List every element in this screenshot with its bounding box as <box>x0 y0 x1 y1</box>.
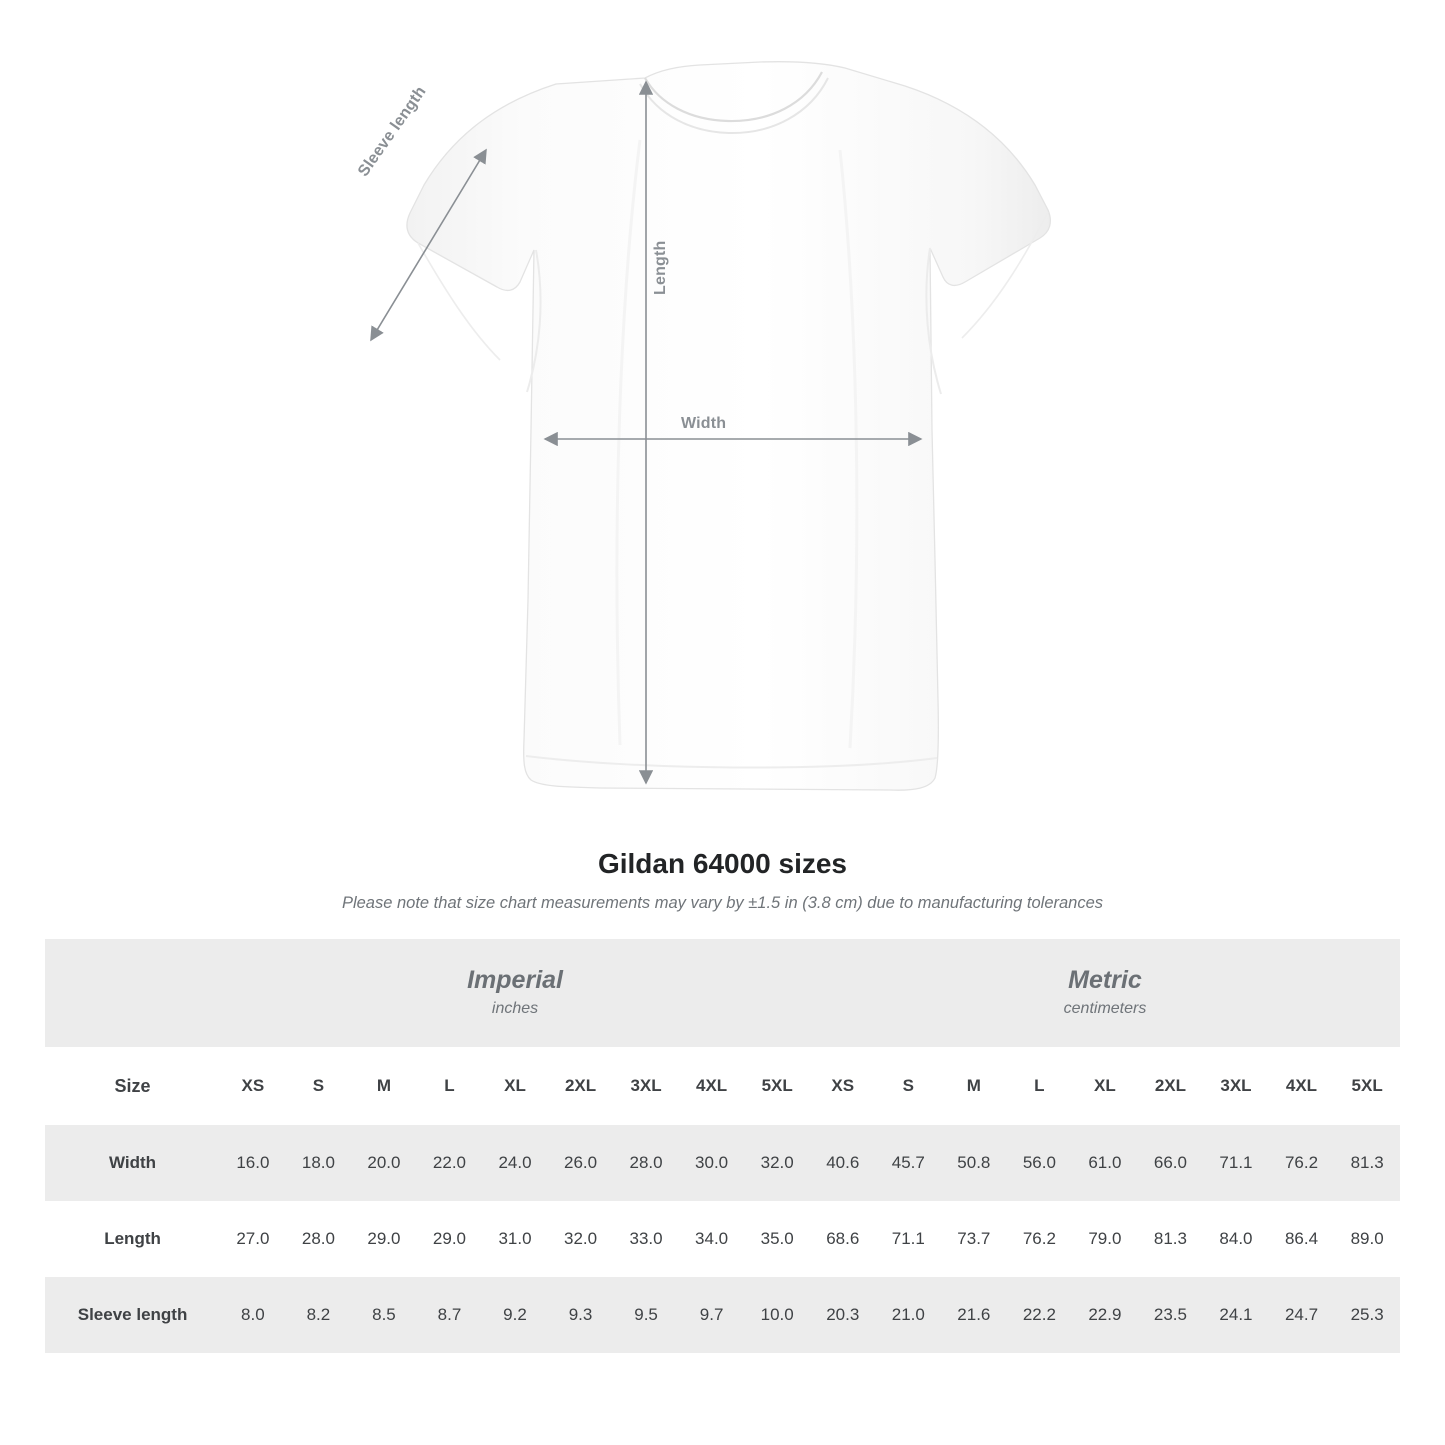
column-header: L <box>1007 1047 1073 1125</box>
table-row <box>45 1201 1400 1277</box>
cell: 61.0 <box>1072 1125 1138 1201</box>
column-header: 3XL <box>613 1047 679 1125</box>
column-header: 4XL <box>679 1047 745 1125</box>
column-header: S <box>876 1047 942 1125</box>
column-header: 2XL <box>1138 1047 1204 1125</box>
cell: 81.3 <box>1138 1201 1204 1277</box>
cell: 32.0 <box>548 1201 614 1277</box>
cell: 76.2 <box>1269 1125 1335 1201</box>
cell: 8.7 <box>417 1277 483 1353</box>
cell: 27.0 <box>220 1201 286 1277</box>
cell: 9.5 <box>613 1277 679 1353</box>
cell: 35.0 <box>744 1201 810 1277</box>
cell: 22.2 <box>1007 1277 1073 1353</box>
cell: 24.0 <box>482 1125 548 1201</box>
cell: 20.3 <box>810 1277 876 1353</box>
column-header: S <box>286 1047 352 1125</box>
cell: 10.0 <box>744 1277 810 1353</box>
cell: 73.7 <box>941 1201 1007 1277</box>
cell: 21.6 <box>941 1277 1007 1353</box>
cell: 9.2 <box>482 1277 548 1353</box>
table-row <box>45 1125 1400 1201</box>
length-label: Length <box>652 240 669 295</box>
column-header: XS <box>810 1047 876 1125</box>
size-header-row <box>45 1047 1400 1125</box>
cell: 29.0 <box>417 1201 483 1277</box>
size-row-header: Size <box>45 1047 220 1125</box>
metric-unit-name: Metric <box>1068 965 1142 994</box>
column-header: 3XL <box>1203 1047 1269 1125</box>
row-label: Sleeve length <box>45 1277 220 1353</box>
cell: 76.2 <box>1007 1201 1073 1277</box>
column-header: M <box>941 1047 1007 1125</box>
cell: 25.3 <box>1334 1277 1400 1353</box>
column-header: XL <box>482 1047 548 1125</box>
cell: 31.0 <box>482 1201 548 1277</box>
cell: 86.4 <box>1269 1201 1335 1277</box>
imperial-unit-name: Imperial <box>467 965 563 994</box>
column-header: 5XL <box>1334 1047 1400 1125</box>
table-row <box>45 1277 1400 1353</box>
metric-unit-cell <box>810 939 1400 1047</box>
cell: 66.0 <box>1138 1125 1204 1201</box>
cell: 32.0 <box>744 1125 810 1201</box>
column-header: 2XL <box>548 1047 614 1125</box>
cell: 28.0 <box>613 1125 679 1201</box>
cell: 45.7 <box>876 1125 942 1201</box>
cell: 22.0 <box>417 1125 483 1201</box>
cell: 18.0 <box>286 1125 352 1201</box>
cell: 33.0 <box>613 1201 679 1277</box>
cell: 56.0 <box>1007 1125 1073 1201</box>
cell: 8.0 <box>220 1277 286 1353</box>
cell: 26.0 <box>548 1125 614 1201</box>
size-chart-table <box>45 939 1400 1353</box>
cell: 71.1 <box>876 1201 942 1277</box>
cell: 24.7 <box>1269 1277 1335 1353</box>
column-header: XS <box>220 1047 286 1125</box>
column-header: 5XL <box>744 1047 810 1125</box>
cell: 16.0 <box>220 1125 286 1201</box>
cell: 9.7 <box>679 1277 745 1353</box>
cell: 30.0 <box>679 1125 745 1201</box>
cell: 71.1 <box>1203 1125 1269 1201</box>
unit-header-row <box>45 939 1400 1047</box>
width-label: Width <box>681 415 727 432</box>
cell: 50.8 <box>941 1125 1007 1201</box>
metric-unit-sub: centimeters <box>1063 999 1147 1017</box>
cell: 29.0 <box>351 1201 417 1277</box>
column-header: M <box>351 1047 417 1125</box>
row-label: Width <box>45 1125 220 1201</box>
imperial-unit-sub: inches <box>491 999 539 1017</box>
cell: 22.9 <box>1072 1277 1138 1353</box>
size-chart-table-wrap <box>45 939 1400 1353</box>
sleeve-length-label: Sleeve length <box>355 83 430 180</box>
cell: 34.0 <box>679 1201 745 1277</box>
cell: 8.5 <box>351 1277 417 1353</box>
cell: 9.3 <box>548 1277 614 1353</box>
row-label: Length <box>45 1201 220 1277</box>
page-title: Gildan 64000 sizes <box>597 848 848 879</box>
cell: 40.6 <box>810 1125 876 1201</box>
column-header: XL <box>1072 1047 1138 1125</box>
cell: 8.2 <box>286 1277 352 1353</box>
cell: 81.3 <box>1334 1125 1400 1201</box>
unit-spacer-cell <box>45 939 220 1047</box>
cell: 24.1 <box>1203 1277 1269 1353</box>
cell: 79.0 <box>1072 1201 1138 1277</box>
cell: 23.5 <box>1138 1277 1204 1353</box>
cell: 68.6 <box>810 1201 876 1277</box>
cell: 20.0 <box>351 1125 417 1201</box>
column-header: 4XL <box>1269 1047 1335 1125</box>
column-header: L <box>417 1047 483 1125</box>
imperial-unit-cell <box>220 939 810 1047</box>
cell: 28.0 <box>286 1201 352 1277</box>
cell: 89.0 <box>1334 1201 1400 1277</box>
tshirt-shape <box>407 62 1050 791</box>
tolerance-note: Please note that size chart measurements may vary by ±1.5 in (3.8 cm) due to manufacturing tolerances <box>341 894 1104 912</box>
title-block <box>0 848 1445 913</box>
cell: 84.0 <box>1203 1201 1269 1277</box>
cell: 21.0 <box>876 1277 942 1353</box>
